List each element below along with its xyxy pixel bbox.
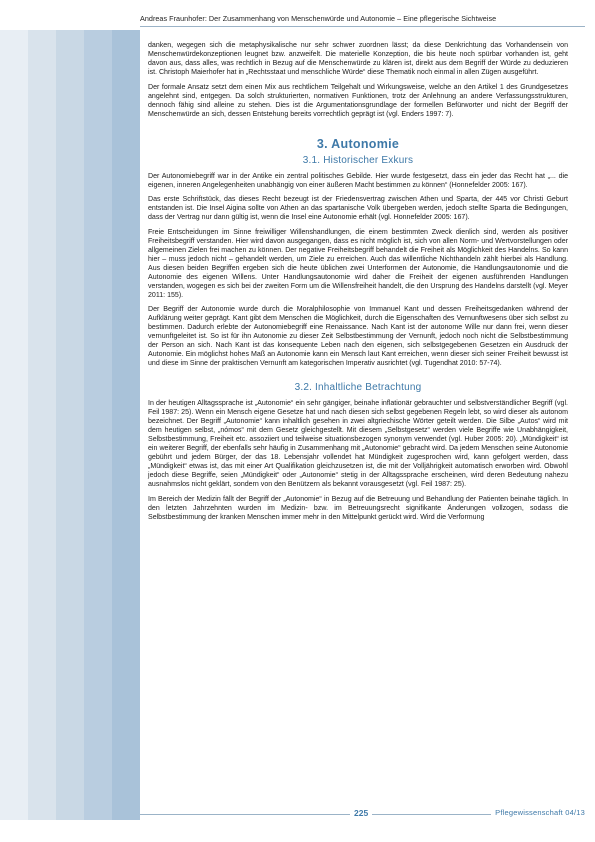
stripe-3 <box>56 30 84 820</box>
paragraph: In der heutigen Alltagssprache ist „Autonomie“ ein sehr gängiger, beinahe inflationär gebrauchter und selbstverständlicher Begriff (vgl. Feil 1987: 25). Wenn ein Mensch eigene Gesetze hat und nach diesen sich selbst gegebenen Regeln lebt, so wird dieser als autonom bezeichnet. Der Begriff „Autonomie“ kann inhaltlich gesehen in zwei altgriechische Wörter geteilt werden. Die Silbe „Autos“ wird mit dem heutigen selbst, „nómos“ mit dem Gesetz gleichgestellt. Mit diesem „Selbstgesetz“ werden viele Begriffe wie Unabhängigkeit, Selbstbestimmung, Freiheit etc. assoziiert und teilweise situationsbezogen synonym verwendet (vgl. Huber 2005: 20). „Mündigkeit“ ist ein weiterer Begriff, der ebenfalls sehr häufig in Zusammenhang mit „Autonomie“ gebracht wird. Da jedem Menschen seine Autonomie gebührt und jedem Bürger, der das 18. Lebensjahr vollendet hat Mündigkeit zugesprochen wird, kann gefolgert werden, dass „Mündigkeit“ etwas ist, das mit einer Art Qualifikation gleichzusetzen ist, die mit der Volljährigkeit automatisch erworben wird. Obwohl jedoch diese Begriffe, seien „Mündigkeit“ oder „Autonomie“ stetig in der Alltagssprache erscheinen, wird deren Bedeutung nahezu ausnahmslos nicht geklärt, sondern von den Benützern als bekannt vorausgesetzt (vgl. Feil 1987: 25). <box>148 400 568 488</box>
stripe-2 <box>28 30 56 820</box>
paragraph: Das erste Schriftstück, das dieses Recht bezeugt ist der Friedensvertrag zwischen Athen und Sparta, der 445 vor Christi Geburt entstanden ist. Die Insel Aigina sollte von Athen an das spartanische Volk übergeben werden, jedoch stellte Sparta die Bedingungen, dass der Vertrag nur dann gültig ist, wenn die Insel eine Autonomie erhält (vgl. Honnefelder 2005: 167). <box>148 196 568 221</box>
paragraph: Der Begriff der Autonomie wurde durch die Moralphilosophie von Immanuel Kant und dessen Freiheitsgedanken während der Aufklärung weiter geprägt. Kant gibt dem Menschen die Möglichkeit, durch die Eigenschaften des Vernunftwesens über sich selbst zu bestimmen. Dadurch erlebte der Autonomiebegriff eine Renaissance. Nach Kant ist der autonome Wille nur dann frei, wenn dieser vernunftgeleitet ist. So ist für ihn Autonomie zu dieser Zeit Selbstbestimmung der Vernunft, jedoch noch nicht die Selbstbestimmung der Person an sich. Nach Kant ist das konsequente Leben nach den eigenen, sich selbstgegebenen Gesetzen ein Ausdruck der Autonomie. Ein möglichst hohes Maß an Autonomie kann ein Mensch laut Kant erreichen, wenn dieser sich seiner Freiheit bewusst ist und diese im Sinne der praktischen Vernunft am kategorischen Imperativ ausrichtet (vgl. Tugendhat 2010: 57-74). <box>148 306 568 367</box>
paragraph: Der formale Ansatz setzt dem einen Mix aus rechtlichem Teilgehalt und Wirkungsweise, welche an den Artikel 1 des Grundgesetzes angelehnt sind, entgegen. Da solch strukturierten, normativen Funktionen, trotz der Anlehnung an andere Verfassungsstrukturen, dennoch fähig sind alleine zu stehen. Dies ist die Argumentationsgrundlage der formellen Befürworter und nicht der Begriff der Menschenwürde an sich, dessen Entstehung bereits vorrechtlich geprägt ist (vgl. Enders 1997: 7). <box>148 83 568 118</box>
stripe-4 <box>84 30 112 820</box>
section-heading: 3. Autonomie <box>316 136 400 151</box>
stripe-1 <box>0 30 28 820</box>
journal-name: Pflegewissenschaft 04/13 <box>491 808 585 817</box>
stripe-5 <box>112 30 140 820</box>
page-footer <box>140 808 585 822</box>
page-number: 225 <box>350 808 372 818</box>
main-text-column <box>148 41 568 527</box>
paragraph: danken, wegegen sich die metaphysikalische nur sehr schwer zuordnen lässt; da diese Denkrichtung das Vorhandensein von Menschenwürdekonzeptionen leugnet bzw. anzweifelt. Die materielle Konzeption, die bis heute noch spürbar vorhanden ist, geht davon aus, dass alles, was rechtlich in Bezug auf die Menschenwürde zu klären ist, direkt aus dem Begriff der Würde zu deduzieren ist. Christoph Maierhofer hat in „Rechtsstaat und menschliche Würde“ diese Thematik noch einmal in allen Zügen ausgeführt. <box>148 42 568 76</box>
decorative-side-stripes <box>0 30 140 820</box>
subsection-heading-historischer-exkurs: 3.1. Historischer Exkurs <box>302 154 414 166</box>
subsection-heading-inhaltliche-betrachtung: 3.2. Inhaltliche Betrachtung <box>294 382 422 393</box>
paragraph: Der Autonomiebegriff war in der Antike ein zentral politisches Gebilde. Hier wurde festgesetzt, dass ein jeder das Recht hat „... die eigenen, inneren Angelegenheiten unabhängig von einer äußeren Macht bestimmen zu können“ (Honnefelder 2005: 167). <box>148 172 568 189</box>
header-divider <box>140 26 585 27</box>
running-header: Andreas Fraunhofer: Der Zusammenhang von Menschenwürde und Autonomie – Eine pflegerische Sichtweise <box>140 14 497 23</box>
paragraph: Im Bereich der Medizin fällt der Begriff der „Autonomie“ in Bezug auf die Betreuung und Behandlung der Patienten beinahe täglich. In den letzten Jahrzehnten wurden im Medizin- bzw. im Betreuungsrecht signifikante Änderungen vollzogen, sodass die Selbstbestimmung der kranken Menschen immer mehr in den Mittelpunkt gerückt wird. Wird die Verformung <box>148 495 568 521</box>
paragraph: Freie Entscheidungen im Sinne freiwilliger Willenshandlungen, die einem bestimmten Zweck dienlich sind, werden als positiver Freiheitsbegriff verstanden. Hier wird davon ausgegangen, dass es nicht möglich ist, sich von allen Norm- und Wertvorstellungen oder allgemeinen Zielen frei machen zu können. Der negative Freiheitsbegriff behandelt die Freiheit als Möglichkeit des Handelns. So kann hier – muss jedoch nicht – gehandelt werden, um Ziele zu erreichen. Auch das willentliche Nichthandeln zählt hierbei als Handlung. Aus diesen beiden Begriffen ergeben sich die heute üblichen zwei Unterformen der Autonomie, die Handlungsautonomie und die Autonomie des eigenen Willens. Unter Handlungsautonomie wird daher die Freiheit der eigenen ausführenden Handlungen verstanden, wogegen es sich bei der zweiten Form um die Willensfreiheit handelt, die den Ursprung des Handelns darstellt (vgl. Meyer 2011: 155). <box>148 228 568 299</box>
